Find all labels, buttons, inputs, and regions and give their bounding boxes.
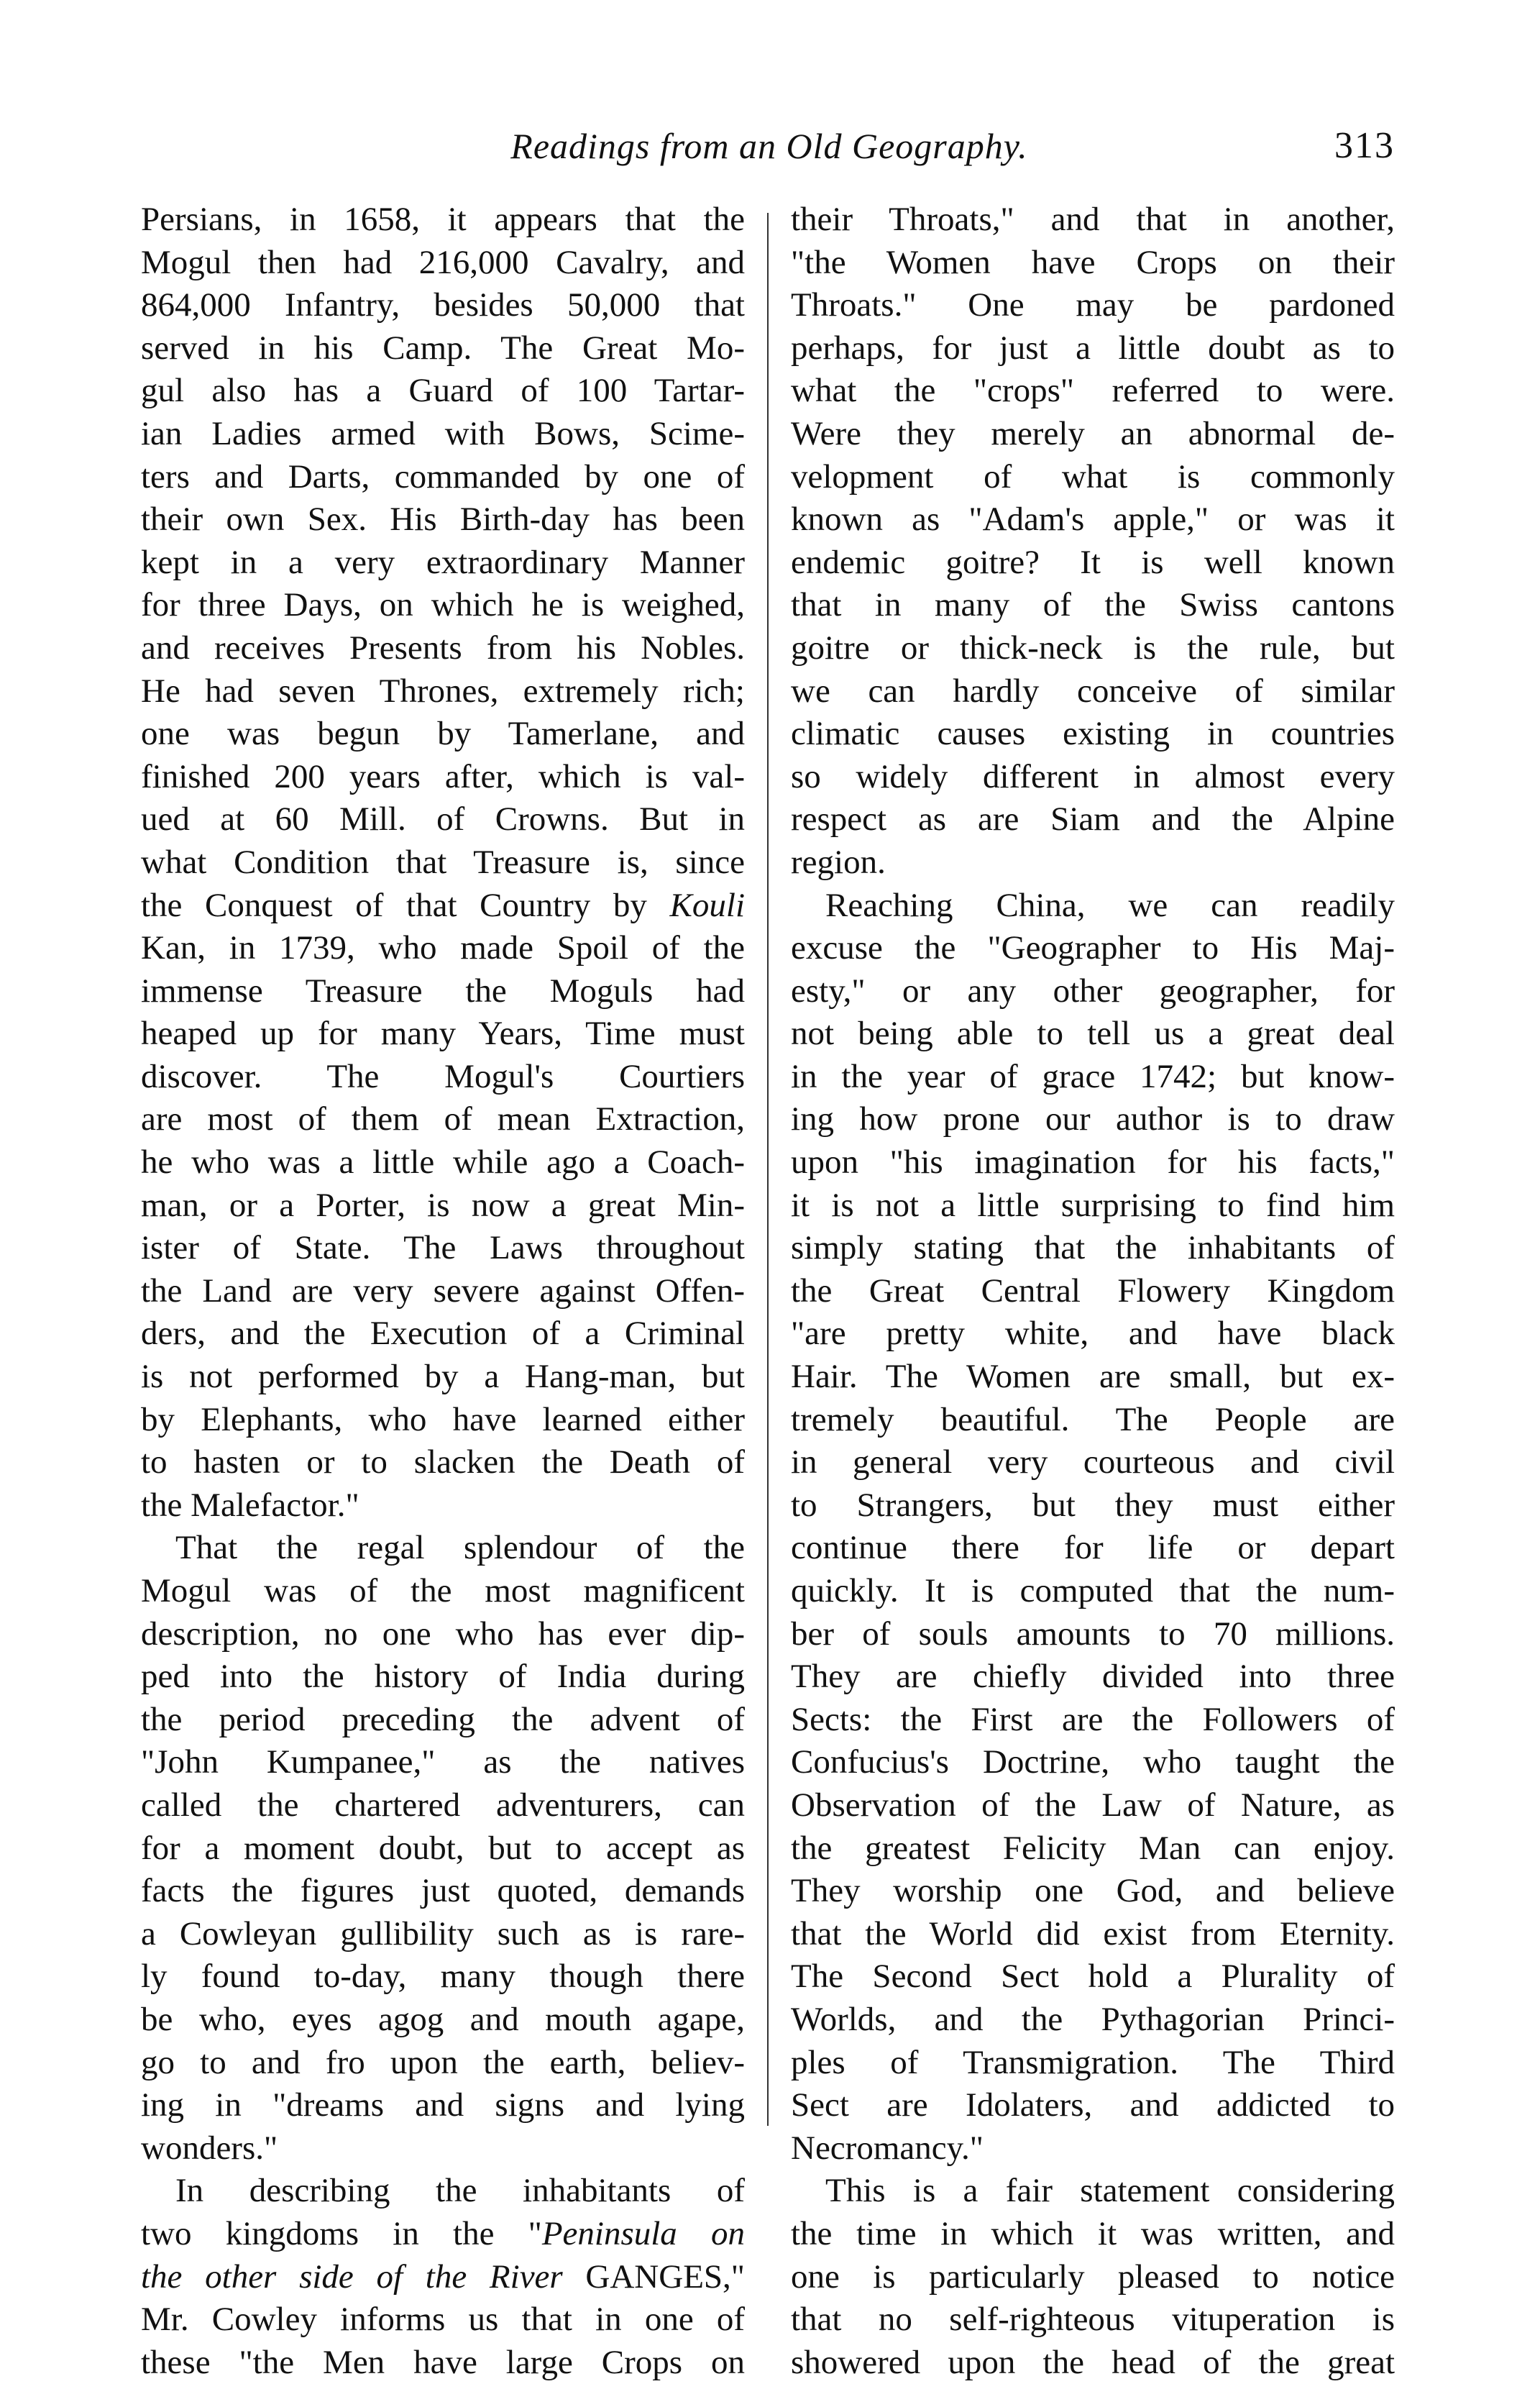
text-line: one was begun by Tamerlane, and <box>141 715 745 753</box>
text-line: perhaps, for just a little doubt as to <box>791 329 1395 367</box>
text-line: Sects: the First are the Followers of <box>791 1700 1395 1738</box>
text-line: finished 200 years after, which is val- <box>141 757 745 795</box>
text-line: Mr. Cowley informs us that in one of <box>141 2301 745 2339</box>
text-line: description, no one who has ever dip- <box>141 1615 745 1653</box>
text-line: Necromancy." <box>791 2129 984 2167</box>
text-line: go to and fro upon the earth, believ- <box>141 2043 745 2081</box>
text-segment: the Conquest of that Country by <box>141 886 670 924</box>
text-line: region. <box>791 843 886 881</box>
text-line: showered upon the head of the great <box>791 2343 1395 2381</box>
text-line: Observation of the Law of Nature, as <box>791 1786 1395 1824</box>
text-line: the Great Central Flowery Kingdom <box>791 1271 1395 1310</box>
left-column <box>141 198 745 2384</box>
text-line: Persians, in 1658, it appears that the <box>141 201 745 238</box>
text-line: gul also has a Guard of 100 Tartar- <box>141 372 745 410</box>
text-segment: two kingdoms in the " <box>141 2214 542 2252</box>
text-line: tremely beautiful. The People are <box>791 1400 1395 1438</box>
text-line: Mogul was of the most magnificent <box>141 1572 745 1609</box>
text-line: and receives Presents from his Nobles. <box>141 629 745 667</box>
text-line: climatic causes existing in countries <box>791 715 1395 753</box>
text-line: Kan, in 1739, who made Spoil of the <box>141 929 745 967</box>
text-line: in the year of grace 1742; but know- <box>791 1057 1395 1095</box>
text-line: so widely different in almost every <box>791 757 1395 795</box>
text-line: Mogul then had 216,000 Cavalry, and <box>141 243 745 281</box>
text-line: The Second Sect hold a Plurality of <box>791 1958 1395 1996</box>
text-line: for three Days, on which he is weighed, <box>141 586 745 624</box>
right-column <box>791 198 1395 2384</box>
text-line: ples of Transmigration. The Third <box>791 2043 1395 2081</box>
italic-title: Peninsula on <box>541 2214 745 2252</box>
text-line: respect as are Siam and the Alpine <box>791 800 1395 839</box>
text-line: "are pretty white, and have black <box>791 1315 1395 1353</box>
text-line <box>141 885 745 928</box>
text-line: He had seven Thrones, extremely rich; <box>141 672 745 710</box>
text-line: goitre or thick-neck is the rule, but <box>791 629 1395 667</box>
text-line: what the "crops" referred to were. <box>791 372 1395 410</box>
text-line: Throats." One may be pardoned <box>791 286 1395 324</box>
text-line: the Malefactor." <box>141 1486 359 1524</box>
text-line: 864,000 Infantry, besides 50,000 that <box>141 286 745 324</box>
text-line: Were they merely an abnormal de- <box>791 414 1395 452</box>
column-divider <box>767 213 769 2126</box>
text-line <box>141 2213 745 2256</box>
italic-title: the other side of the River <box>141 2257 563 2296</box>
text-line: ber of souls amounts to 70 millions. <box>791 1615 1395 1653</box>
text-line: be who, eyes agog and mouth agape, <box>141 2000 745 2038</box>
text-line: facts the figures just quoted, demands <box>141 1872 745 1910</box>
text-line: to hasten or to slacken the Death of <box>141 1443 745 1481</box>
text-line <box>141 2256 745 2299</box>
text-line: ing how prone our author is to draw <box>791 1100 1395 1138</box>
text-line: That the regal splendour of the <box>175 1529 745 1567</box>
text-line: kept in a very extraordinary Manner <box>141 543 745 581</box>
text-line: called the chartered adventurers, can <box>141 1786 745 1824</box>
text-line: the time in which it was written, and <box>791 2214 1395 2252</box>
running-title: Readings from an Old Geography. <box>510 126 1028 166</box>
text-line: excuse the "Geographer to His Maj- <box>791 929 1395 967</box>
text-line: Hair. The Women are small, but ex- <box>791 1358 1395 1396</box>
text-line: ued at 60 Mill. of Crowns. But in <box>141 800 745 839</box>
text-line: their own Sex. His Birth-day has been <box>141 501 745 539</box>
text-line: he who was a little while ago a Coach- <box>141 1143 745 1182</box>
text-line: a Cowleyan gullibility such as is rare- <box>141 1914 745 1953</box>
text-line: that no self-righteous vituperation is <box>791 2301 1395 2339</box>
text-line: their Throats," and that in another, <box>791 201 1395 238</box>
text-line: one is particularly pleased to notice <box>791 2257 1395 2296</box>
italic-name: Kouli <box>669 886 745 924</box>
page-header <box>144 121 1395 178</box>
text-line: are most of them of mean Extraction, <box>141 1100 745 1138</box>
text-line: what Condition that Treasure is, since <box>141 843 745 881</box>
text-line: velopment of what is commonly <box>791 457 1395 495</box>
text-line: the greatest Felicity Man can enjoy. <box>791 1829 1395 1867</box>
text-line: ly found to-day, many though there <box>141 1958 745 1996</box>
text-line: is not performed by a Hang-man, but <box>141 1358 745 1396</box>
text-line: to Strangers, but they must either <box>791 1486 1395 1524</box>
text-line: wonders." <box>141 2129 278 2167</box>
text-line: This is a fair statement considering <box>825 2172 1395 2210</box>
text-line: by Elephants, who have learned either <box>141 1400 745 1438</box>
text-line: "the Women have Crops on their <box>791 243 1395 281</box>
smallcaps-river-name: GANGES," <box>562 2257 745 2296</box>
text-line: upon "his imagination for his facts," <box>791 1143 1395 1182</box>
text-line: quickly. It is computed that the num- <box>791 1572 1395 1609</box>
text-line: ister of State. The Laws throughout <box>141 1229 745 1267</box>
text-line: not being able to tell us a great deal <box>791 1015 1395 1053</box>
text-line: served in his Camp. The Great Mo- <box>141 329 745 367</box>
text-line: the period preceding the advent of <box>141 1700 745 1738</box>
text-line: known as "Adam's apple," or was it <box>791 501 1395 539</box>
text-line: In describing the inhabitants of <box>175 2172 745 2210</box>
text-line: ped into the history of India during <box>141 1658 745 1696</box>
text-line: it is not a little surprising to find him <box>791 1186 1395 1224</box>
text-line: Confucius's Doctrine, who taught the <box>791 1743 1395 1781</box>
text-line: simply stating that the inhabitants of <box>791 1229 1395 1267</box>
text-line: Worlds, and the Pythagorian Princi- <box>791 2000 1395 2038</box>
text-line: we can hardly conceive of similar <box>791 672 1395 710</box>
text-line: that in many of the Swiss cantons <box>791 586 1395 624</box>
text-line: heaped up for many Years, Time must <box>141 1015 745 1053</box>
text-line: immense Treasure the Moguls had <box>141 972 745 1010</box>
text-line: esty," or any other geographer, for <box>791 972 1395 1010</box>
text-line: the Land are very severe against Offen- <box>141 1271 745 1310</box>
text-line: continue there for life or depart <box>791 1529 1395 1567</box>
text-line: in general very courteous and civil <box>791 1443 1395 1481</box>
text-line: these "the Men have large Crops on <box>141 2343 745 2381</box>
text-line: Reaching China, we can readily <box>825 886 1395 924</box>
text-line: discover. The Mogul's Courtiers <box>141 1057 745 1095</box>
text-line: for a moment doubt, but to accept as <box>141 1829 745 1867</box>
text-line: ders, and the Execution of a Criminal <box>141 1315 745 1353</box>
text-line: man, or a Porter, is now a great Min- <box>141 1186 745 1224</box>
text-line: Sect are Idolaters, and addicted to <box>791 2086 1395 2124</box>
text-line: that the World did exist from Eternity. <box>791 1914 1395 1953</box>
text-line: ters and Darts, commanded by one of <box>141 457 745 495</box>
text-line: ian Ladies armed with Bows, Scime- <box>141 414 745 452</box>
text-line: They worship one God, and believe <box>791 1872 1395 1910</box>
text-line: They are chiefly divided into three <box>791 1658 1395 1696</box>
text-line: "John Kumpanee," as the natives <box>141 1743 745 1781</box>
text-line: endemic goitre? It is well known <box>791 543 1395 581</box>
text-line: ing in "dreams and signs and lying <box>141 2086 745 2124</box>
page-number: 313 <box>1334 125 1395 166</box>
